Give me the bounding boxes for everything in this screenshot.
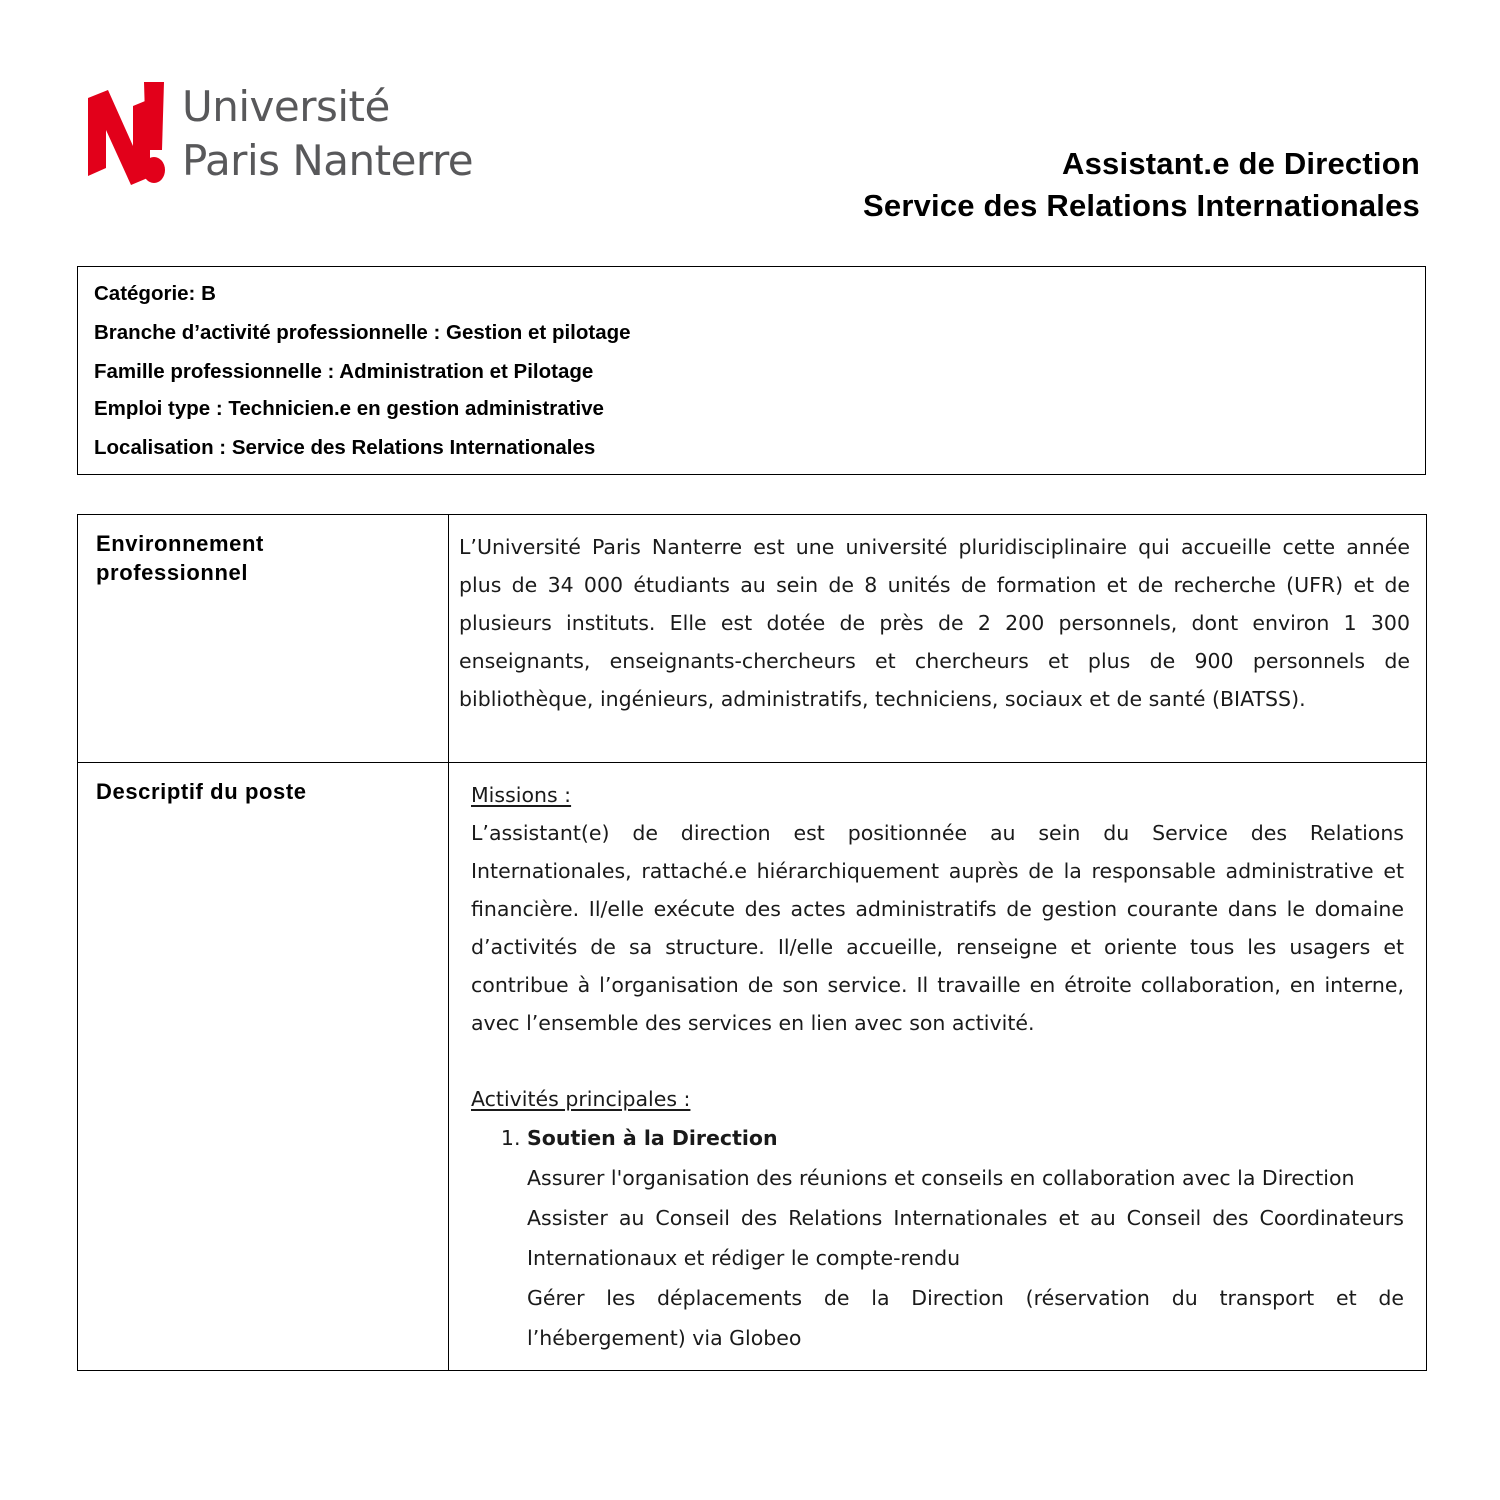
- activity-subitem: Assurer l'organisation des réunions et conseils en collaboration avec la Direction: [527, 1166, 1355, 1190]
- label-environnement-line2: professionnel: [96, 560, 249, 585]
- table-row-environnement: [78, 515, 1427, 763]
- descriptif-body: [449, 763, 1426, 1370]
- metadata-branche: Branche d’activité professionnelle : Gestion et pilotage: [94, 321, 631, 344]
- logo-line-universite: Université: [182, 82, 390, 131]
- row-body-cell-environnement: [449, 515, 1427, 763]
- logo-wordmark: [182, 80, 473, 188]
- row-label-cell-environnement: [78, 515, 449, 763]
- title-job-role: Assistant.e de Direction: [1062, 146, 1420, 181]
- title-department: Service des Relations Internationales: [863, 188, 1420, 223]
- document-header: [0, 0, 1500, 250]
- metadata-localisation: Localisation : Service des Relations Internationales: [94, 436, 596, 459]
- metadata-categorie: Catégorie: B: [94, 282, 216, 305]
- heading-activites-principales: Activités principales :: [471, 1087, 691, 1111]
- activity-title-1: Soutien à la Direction: [527, 1126, 778, 1150]
- job-description-table: [77, 514, 1427, 1371]
- activity-subitem: Assister au Conseil des Relations Internationales et au Conseil des Coordinateurs Internationaux et rédiger le compte-rendu: [527, 1206, 1404, 1270]
- label-descriptif-du-poste: Descriptif du poste: [96, 779, 307, 804]
- label-environnement-professionnel: [78, 515, 448, 597]
- job-metadata-box: [77, 266, 1426, 475]
- heading-missions: Missions :: [471, 783, 572, 807]
- row-body-cell-descriptif: [449, 763, 1427, 1371]
- activity-subitem: Gérer les déplacements de la Direction (réservation du transport et de l’hébergement) via Globeo: [527, 1286, 1404, 1350]
- row-label-cell-descriptif: [78, 763, 449, 1371]
- activity-item-1: [527, 1118, 1404, 1358]
- logo-line-paris-nanterre: Paris Nanterre: [182, 136, 474, 185]
- activity-subitems-1: [527, 1158, 1404, 1358]
- environnement-paragraph: L’Université Paris Nanterre est une université pluridisciplinaire qui accueille cette année plus de 34 000 étudiants au sein de 8 unités de formation et de recherche (UFR) et de plusieurs instituts. Elle est dotée de près de 2 200 personnels, dont environ 1 300 enseignants, enseignants-chercheurs et chercheurs et plus de 900 personnels de bibliothèque, ingénieurs, administratifs, techniciens, sociaux et de santé (BIATSS).: [459, 535, 1410, 711]
- environnement-body: [449, 515, 1426, 732]
- nanterre-n-mark-icon: [86, 80, 168, 188]
- metadata-famille: Famille professionnelle : Administration et Pilotage: [94, 360, 594, 383]
- metadata-emploi-type: Emploi type : Technicien.e en gestion administrative: [94, 397, 604, 420]
- activities-list: [471, 1118, 1404, 1358]
- university-logo: [86, 80, 473, 188]
- paragraph-spacer: [471, 1042, 1404, 1080]
- table-row-descriptif: [78, 763, 1427, 1371]
- label-environnement-line1: Environnement: [96, 531, 264, 556]
- page-title: [520, 143, 1420, 227]
- missions-paragraph: L’assistant(e) de direction est positionnée au sein du Service des Relations Internationales, rattaché.e hiérarchiquement auprès de la responsable administrative et financière. Il/elle exécute des actes administratifs de gestion courante dans le domaine d’activités de sa structure. Il/elle accueille, renseigne et oriente tous les usagers et contribue à l’organisation de son service. Il travaille en étroite collaboration, en interne, avec l’ensemble des services en lien avec son activité.: [471, 821, 1404, 1035]
